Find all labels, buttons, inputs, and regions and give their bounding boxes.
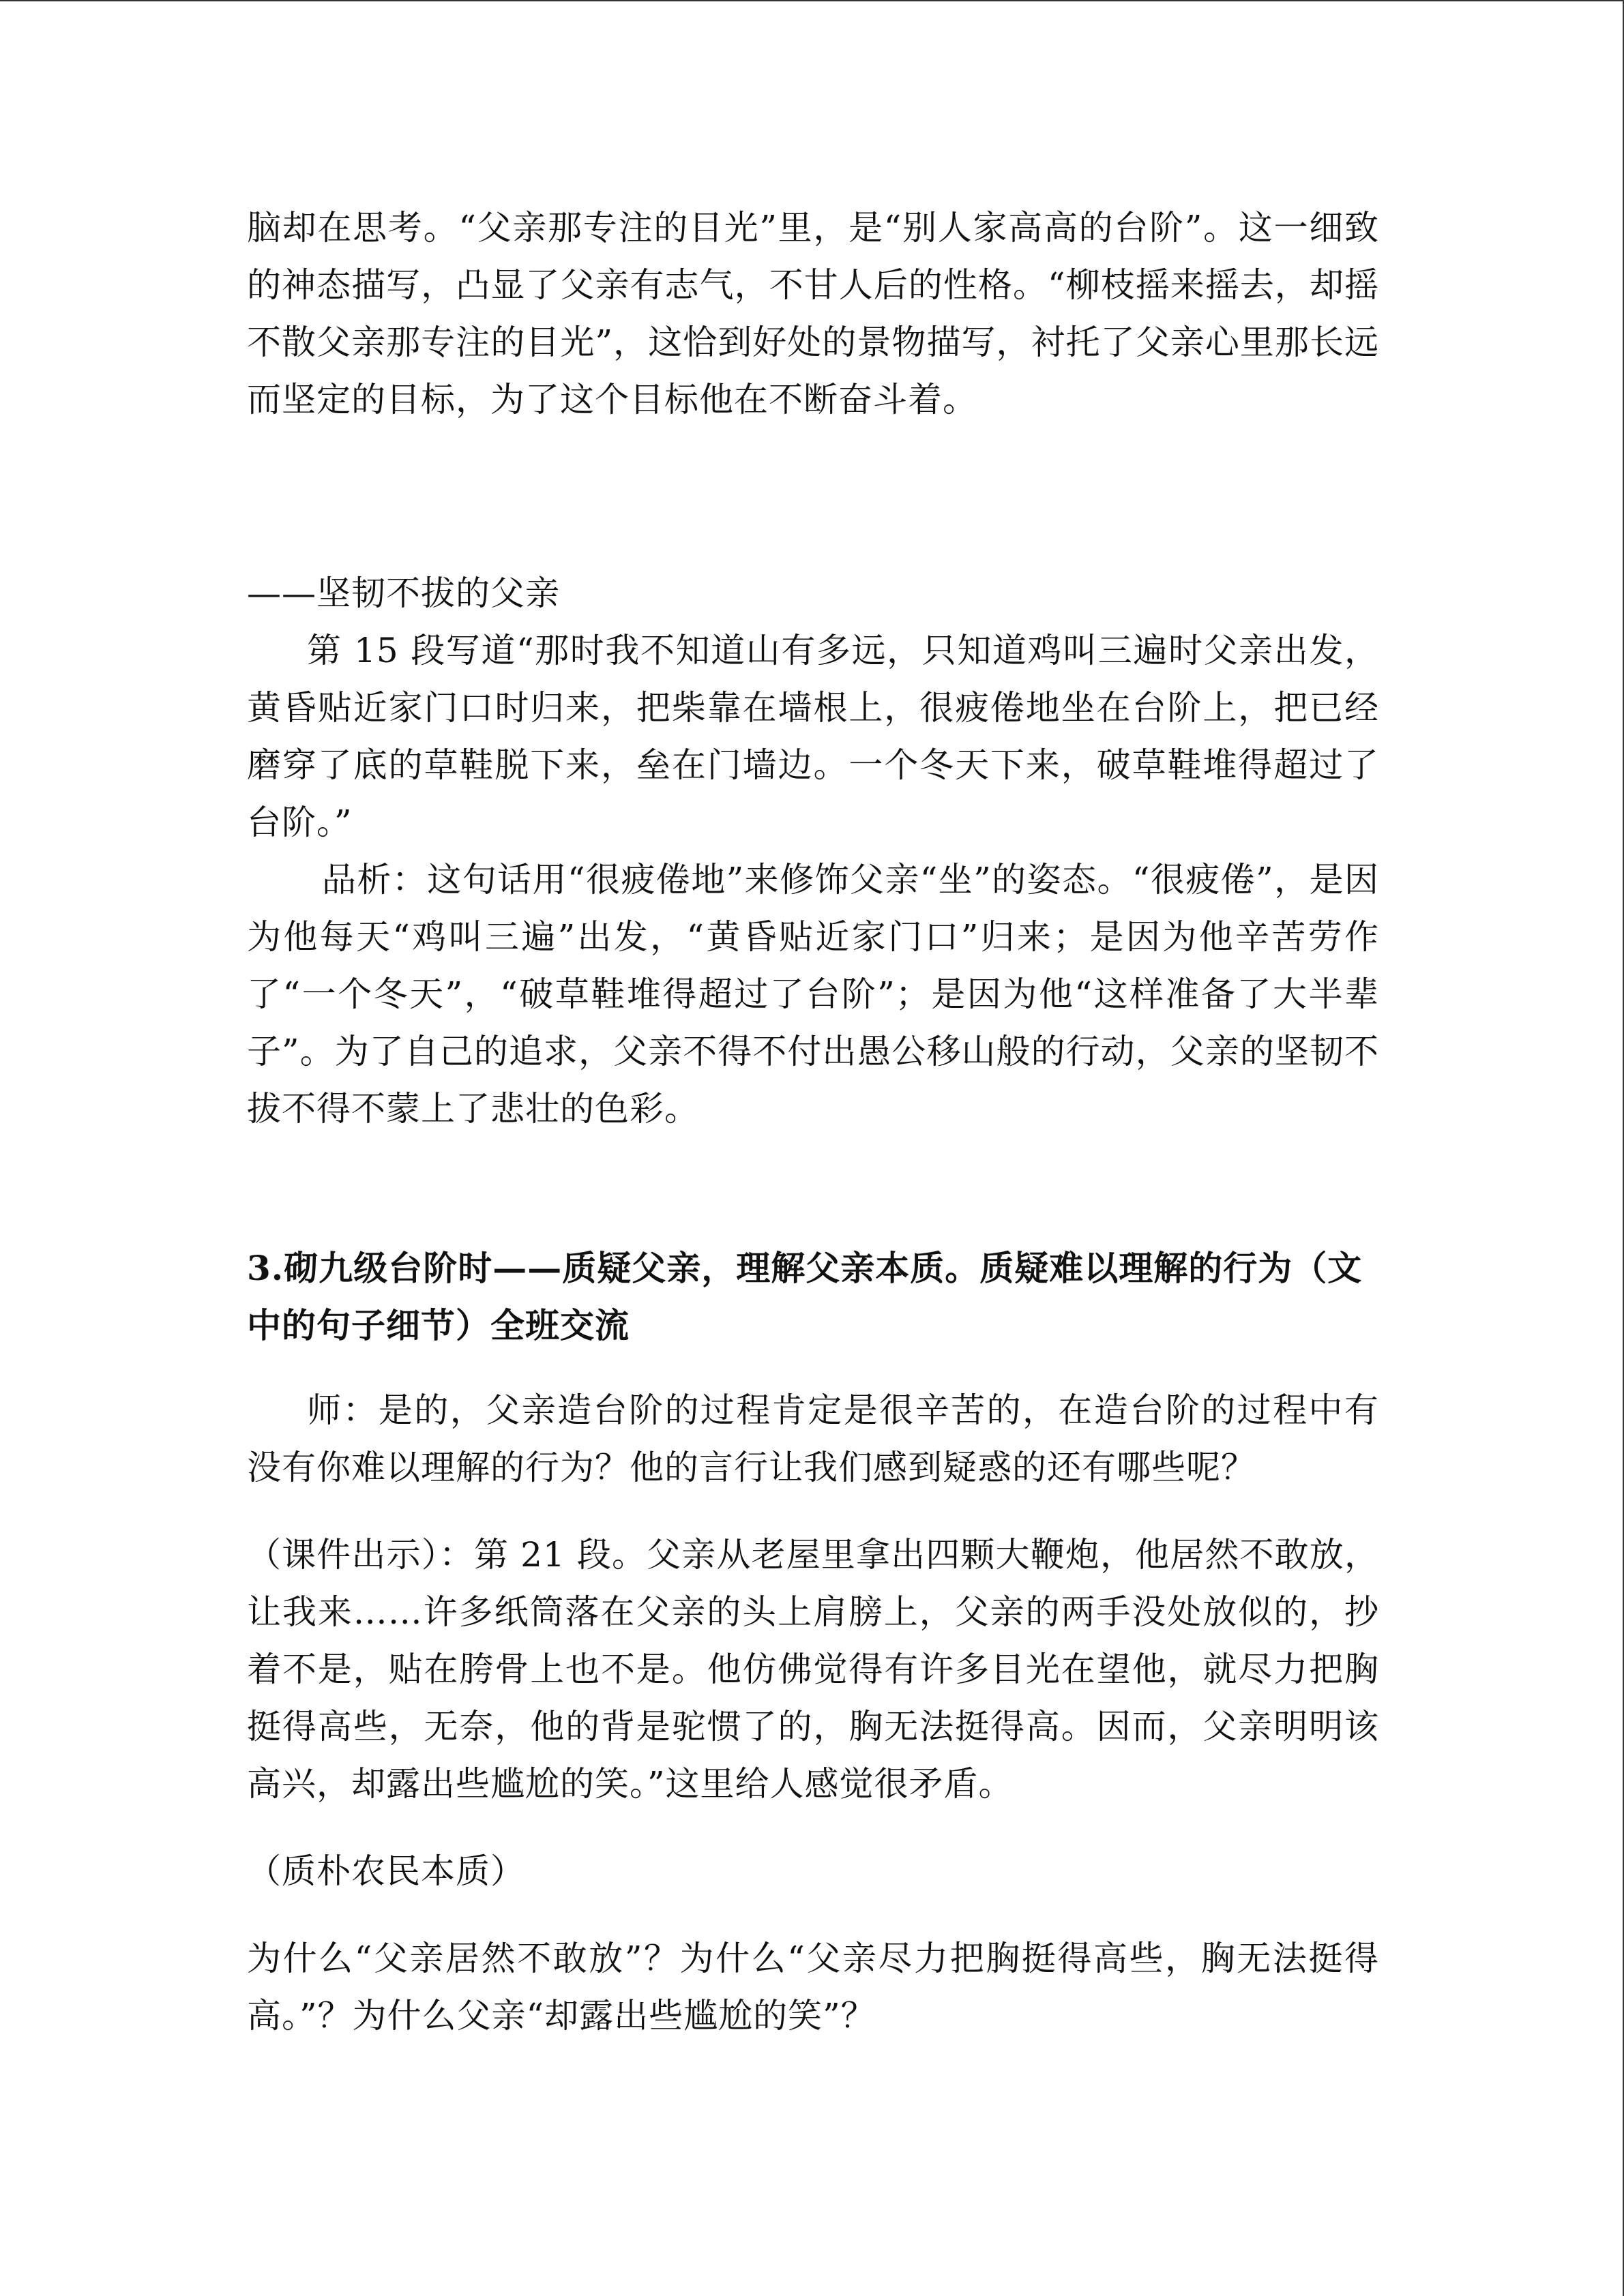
paragraph-courseware-21: （课件出示）：第 21 段。父亲从老屋里拿出四颗大鞭炮，他居然不敢放，让我来……许多纸筒落在父亲的头上肩膀上，父亲的两手没处放似的，抄着不是，贴在胯骨上也不是。他仿佛觉得有许多目光在望他，就尽力把胸挺得高些，无奈，他的背是驼惯了的，胸无法挺得高。因而，父亲明明该高兴，却露出些尴尬的笑。”这里给人感觉很矛盾。 [247,1535,1379,1804]
spacer [247,1813,1379,1843]
paragraph-teacher: 师：是的，父亲造台阶的过程肯定是很辛苦的，在造台阶的过程中有没有你难以理解的行为？他的言行让我们感到疑惑的还有哪些呢？ [247,1390,1379,1487]
spacer [247,1354,1379,1382]
document-body [247,199,1379,2044]
section-subtitle: ——坚韧不拔的父亲 [247,573,560,613]
paragraph-analysis-tired: 品析：这句话用“很疲倦地”来修饰父亲“坐”的姿态。“很疲倦”，是因为他每天“鸡叫三遍”出发，“黄昏贴近家门口”归来；是因为他辛苦劳作了“一个冬天”，“破草鞋堆得超过了台阶”；是因为他“这样准备了大半辈子”。为了自己的追求，父亲不得不付出愚公移山般的行动，父亲的坚韧不拔不得不蒙上了悲壮的色彩。 [247,860,1379,1129]
spacer [247,1496,1379,1526]
spacer [247,1900,1379,1930]
paragraph-nature-note: （质朴农民本质） [247,1851,525,1891]
paragraph-analysis-gaze: 脑却在思考。“父亲那专注的目光”里，是“别人家高高的台阶”。这一细致的神态描写，凸显了父亲有志气，不甘人后的性格。“柳枝摇来摇去，却摇不散父亲那专注的目光”，这恰到好处的景物描写，衬托了父亲心里那长远而坚定的目标，为了这个目标他在不断奋斗着。 [247,208,1379,419]
section-heading-3: 3.砌九级台阶时——质疑父亲，理解父亲本质。质疑难以理解的行为（文中的句子细节）全班交流 [247,1248,1363,1345]
spacer [247,428,1379,565]
spacer [247,1137,1379,1240]
paragraph-quote-15: 第 15 段写道“那时我不知道山有多远，只知道鸡叫三遍时父亲出发，黄昏贴近家门口时归来，把柴靠在墙根上，很疲倦地坐在台阶上，把已经磨穿了底的草鞋脱下来，垒在门墙边。一个冬天下来，破草鞋堆得超过了台阶。” [247,631,1379,842]
paragraph-questions: 为什么“父亲居然不敢放”？为什么“父亲尽力把胸挺得高些，胸无法挺得高。”？为什么父亲“却露出些尴尬的笑”？ [247,1939,1379,2036]
